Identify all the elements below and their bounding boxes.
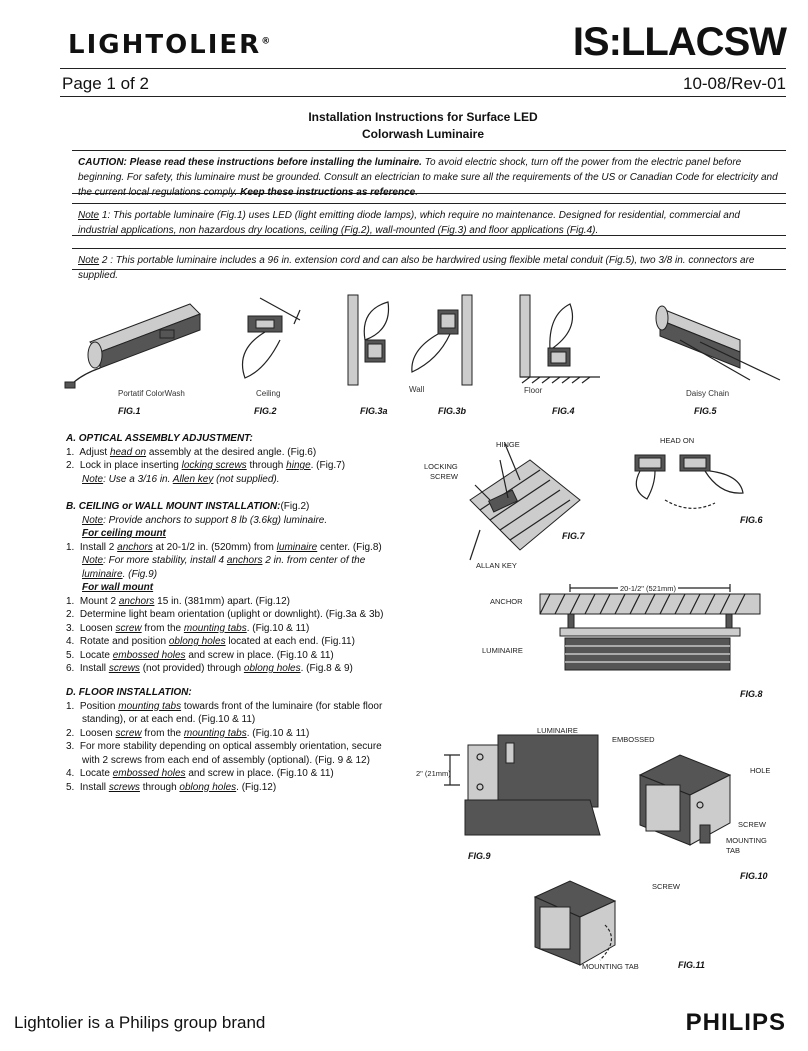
mounting-tab-label-fig10: MOUNTING TAB [726, 836, 767, 855]
embossed-label: EMBOSSED [612, 735, 655, 744]
hole-label: HOLE [750, 766, 771, 775]
ceiling-mount-title: For ceiling mount [82, 528, 166, 539]
hinge-label: HINGE [496, 440, 520, 449]
ceiling-note: Note: For more stability, install 4 anchors 2 in. from center of the luminaire. (Fig.9) [82, 555, 366, 580]
dimension-20-5-label: 20-1/2" (521mm) [620, 584, 677, 593]
subheader-divider [60, 96, 786, 97]
wall-item-5: 5. Locate embossed holes and screw in place. (Fig.10 & 11) [66, 649, 334, 661]
luminaire-label-fig8: LUMINAIRE [482, 646, 523, 655]
floor-item-3: 3. For more stability depending on optical assembly orientation, secure with 2 screws from each end of assembly (optional). (Fig. 9 & 12) [66, 741, 382, 766]
fig9-drawing [430, 725, 600, 845]
note-1 [72, 203, 786, 236]
screw-label-fig11: SCREW [652, 882, 680, 891]
screw-label-fig10: SCREW [738, 820, 766, 829]
caution-box [72, 150, 786, 198]
registered-mark: ® [261, 36, 271, 47]
philips-logo: PHILIPS [685, 1009, 786, 1036]
section-a-heading: A. OPTICAL ASSEMBLY ADJUSTMENT: [66, 433, 253, 444]
note-1-label: Note [78, 210, 100, 221]
caution-end: . [415, 187, 418, 198]
caption-ceiling: Ceiling [256, 389, 281, 398]
locking-screw-label: LOCKING SCREW [424, 462, 458, 481]
caption-portatif: Portatif ColorWash [118, 389, 185, 398]
note-1-text: 1: This portable luminaire (Fig.1) uses LED (light emitting diode lamps), which require no maintenance. Designed for residential, commercial and industrial applications, non hazardous dry locations, ceiling (Fig.2), wall-mounted (Fig.3) and floor applications (Fig.4). [78, 210, 740, 236]
top-figures-illustration [60, 290, 790, 400]
revision-label: 10-08/Rev-01 [682, 74, 786, 93]
footer-brand-statement: Lightolier is a Philips group brand [14, 1013, 266, 1032]
section-a-item-1: 1. Adjust head on assembly at the desired angle. (Fig.6) [66, 446, 317, 458]
header-divider [60, 68, 786, 69]
section-a-item-2: 2. Lock in place inserting locking screws through hinge. (Fig.7) [66, 460, 346, 471]
section-a-note: Note: Use a 3/16 in. Allen key (not supplied). [82, 473, 280, 485]
caption-floor: Floor [524, 386, 543, 395]
wall-item-2: 2. Determine light beam orientation (uplight or downlight). (Fig.3a & 3b) [66, 609, 384, 620]
fig3b-drawing [412, 295, 472, 385]
caution-body: To avoid electric shock, turn off the power from the electric panel before beginning. For safety, this luminaire must be grounded. Consult an electrician to make sure all the requirements of the US or Canadian Code for electricity and the current local regulations comply. [78, 157, 778, 198]
anchor-label: ANCHOR [490, 597, 523, 606]
fig11-label: FIG.11 [678, 960, 705, 970]
caution-tail: Keep these instructions as reference [237, 187, 416, 198]
section-d-heading: D. FLOOR INSTALLATION: [66, 687, 192, 698]
fig10-label: FIG.10 [740, 871, 768, 881]
wall-item-3: 3. Loosen screw from the mounting tabs. (Fig.10 & 11) [66, 622, 310, 634]
fig1-drawing [65, 304, 200, 388]
floor-item-5: 5. Install screws through oblong holes. (Fig.12) [66, 781, 277, 793]
fig7-drawing [460, 440, 600, 580]
fig6-label: FIG.6 [740, 515, 763, 525]
wall-item-6: 6. Install screws (not provided) through oblong holes. (Fig.8 & 9) [66, 663, 353, 674]
wall-item-4: 4. Rotate and position oblong holes located at each end. (Fig.11) [66, 636, 355, 647]
fig8-label: FIG.8 [740, 689, 763, 699]
fig11-drawing [530, 875, 640, 970]
title-line-1: Installation Instructions for Surface LED [308, 110, 538, 124]
section-b [66, 500, 396, 676]
title-line-2: Colorwash Luminaire [361, 127, 485, 141]
fig2-label: FIG.2 [254, 406, 277, 416]
dimension-2in-label: 2" (21mm) [416, 769, 451, 778]
fig4-label: FIG.4 [552, 406, 575, 416]
floor-item-2: 2. Loosen screw from the mounting tabs. (Fig.10 & 11) [66, 727, 310, 739]
fig3a-drawing [348, 295, 389, 385]
fig4-drawing [520, 295, 600, 383]
floor-item-4: 4. Locate embossed holes and screw in place. (Fig.10 & 11) [66, 768, 334, 779]
section-d [66, 686, 396, 794]
mounting-tab-label-fig11: MOUNTING TAB [582, 962, 639, 971]
fig3b-label: FIG.3b [438, 406, 467, 416]
caution-lead: CAUTION: Please read these instructions before installing the luminaire. [78, 157, 422, 168]
luminaire-label-fig9: LUMINAIRE [537, 726, 578, 735]
fig5-label: FIG.5 [694, 406, 717, 416]
wall-item-1: 1. Mount 2 anchors 15 in. (381mm) apart. (Fig.12) [66, 595, 291, 607]
brand-logo: LIGHTOLIER® [68, 30, 271, 60]
head-on-label: HEAD ON [660, 436, 695, 445]
section-a [66, 432, 396, 486]
note-2-label: Note [78, 255, 100, 266]
fig8-drawing [540, 580, 760, 680]
fig7-label: FIG.7 [562, 531, 585, 541]
fig9-label: FIG.9 [468, 851, 491, 861]
fig2-drawing [243, 298, 301, 378]
caption-wall: Wall [409, 385, 425, 394]
note-2 [72, 248, 786, 281]
allan-key-label: ALLAN KEY [476, 561, 517, 570]
wall-mount-title: For wall mount [82, 582, 154, 593]
fig5-drawing [656, 306, 780, 380]
ceiling-item-1: 1. Install 2 anchors at 20-1/2 in. (520mm) from luminaire center. (Fig.8) [66, 541, 382, 553]
section-b-heading: B. CEILING or WALL MOUNT INSTALLATION:(Fig.2) [66, 501, 310, 512]
model-number: IS:LLACSW [572, 20, 786, 64]
floor-item-1: 1. Position mounting tabs towards front of the luminaire (for stable floor standing), or at each end. (Fig.10 & 11) [66, 700, 383, 725]
fig6-drawing [625, 445, 760, 515]
fig3a-label: FIG.3a [360, 406, 388, 416]
document-title [60, 109, 786, 143]
page-indicator: Page 1 of 2 [62, 74, 149, 93]
section-b-note: Note: Provide anchors to support 8 lb (3.6kg) luminaire. [82, 514, 328, 526]
fig10-drawing [630, 745, 740, 850]
note-2-text: 2 : This portable luminaire includes a 96 in. extension cord and can also be hardwired using flexible metal conduit (Fig.5), two 3/8 in. connectors are supplied. [78, 255, 755, 281]
fig1-label: FIG.1 [118, 406, 141, 416]
caption-daisy-chain: Daisy Chain [686, 389, 730, 398]
